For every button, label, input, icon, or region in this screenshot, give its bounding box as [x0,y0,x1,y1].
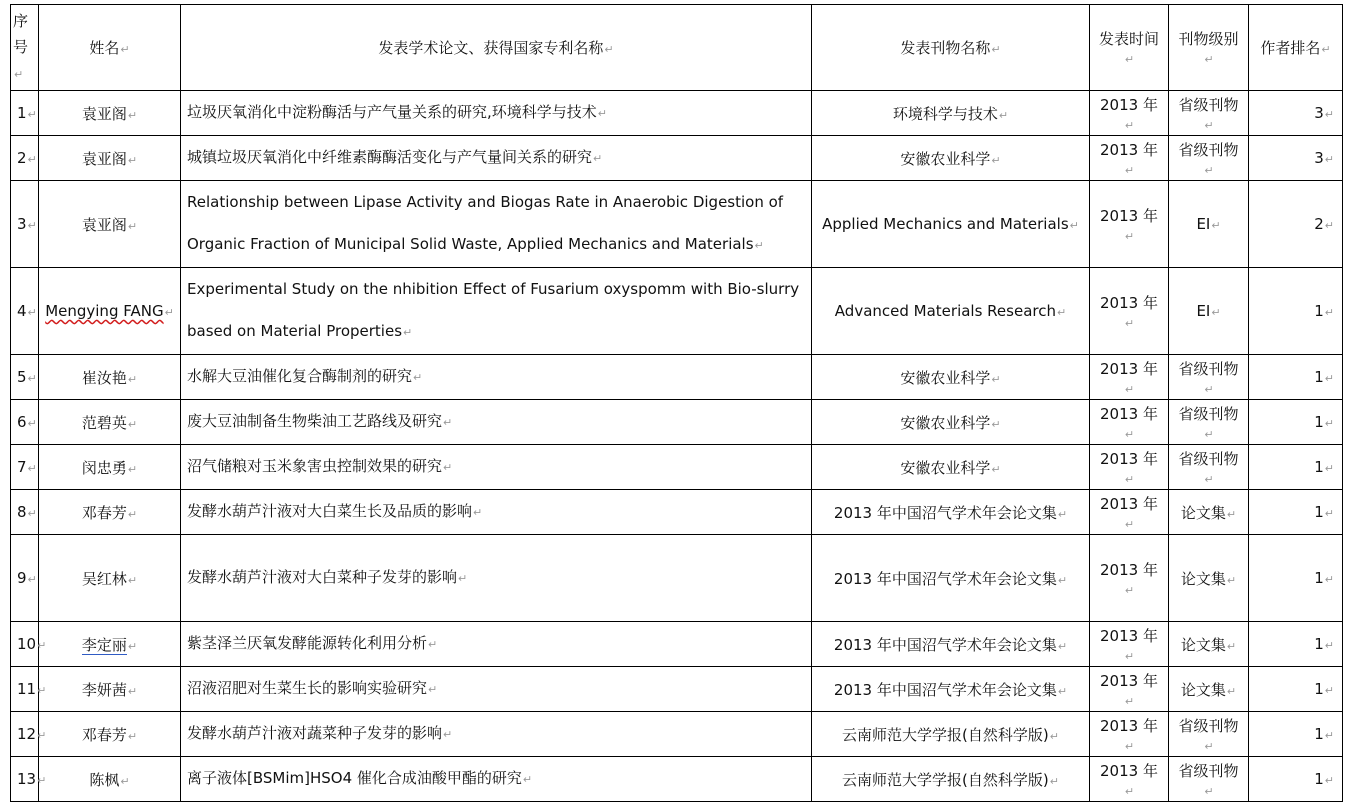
cell-journal: 安徽农业科学↵ [812,355,1090,400]
table-row [11,181,1343,268]
cell-time: 2013 年↵ [1090,268,1169,355]
cell-seq: 9↵ [11,535,39,622]
cell-level: 论文集↵ [1169,622,1249,667]
header-seq: 序 号↵ [11,5,39,91]
cell-level: 省级刊物↵ [1169,445,1249,490]
cell-seq: 8↵ [11,490,39,535]
cell-journal: 环境科学与技术↵ [812,91,1090,136]
cell-title: 离子液体[BSMim]HSO4 催化合成油酸甲酯的研究↵ [181,757,812,802]
cell-seq: 5↵ [11,355,39,400]
cell-level: EI↵ [1169,181,1249,268]
cell-name: 李妍茜↵ [39,667,181,712]
cell-rank: 2↵ [1249,181,1343,268]
cell-seq: 3↵ [11,181,39,268]
cell-level: 省级刊物↵ [1169,136,1249,181]
cell-journal: 安徽农业科学↵ [812,445,1090,490]
cell-title: 发酵水葫芦汁液对大白菜种子发芽的影响↵ [181,535,812,622]
cell-level: 论文集↵ [1169,490,1249,535]
cell-title: 垃圾厌氧消化中淀粉酶活与产气量关系的研究,环境科学与技术↵ [181,91,812,136]
cell-seq: 11↵ [11,667,39,712]
table-row [11,136,1343,181]
cell-time: 2013 年↵ [1090,445,1169,490]
table-row [11,490,1343,535]
header-time: 发表时间↵ [1090,5,1169,91]
table-row [11,667,1343,712]
cell-name: 邓春芳↵ [39,490,181,535]
cell-level: 省级刊物↵ [1169,757,1249,802]
cell-time: 2013 年↵ [1090,490,1169,535]
cell-name: 吴红林↵ [39,535,181,622]
cell-seq: 7↵ [11,445,39,490]
cell-level: 省级刊物↵ [1169,355,1249,400]
cell-rank: 1↵ [1249,400,1343,445]
cell-title: 水解大豆油催化复合酶制剂的研究↵ [181,355,812,400]
header-journal: 发表刊物名称↵ [812,5,1090,91]
publications-table [10,4,1343,802]
cell-title: 沼气储粮对玉米象害虫控制效果的研究↵ [181,445,812,490]
cell-seq: 2↵ [11,136,39,181]
table-body [11,91,1343,802]
cell-rank: 1↵ [1249,268,1343,355]
table-row [11,91,1343,136]
cell-name: Mengying FANG↵ [39,268,181,355]
cell-seq: 6↵ [11,400,39,445]
cell-name: 陈枫↵ [39,757,181,802]
cell-time: 2013 年↵ [1090,355,1169,400]
table-row [11,355,1343,400]
cell-title: 发酵水葫芦汁液对大白菜生长及品质的影响↵ [181,490,812,535]
cell-rank: 1↵ [1249,712,1343,757]
cell-rank: 3↵ [1249,136,1343,181]
header-title: 发表学术论文、获得国家专利名称↵ [181,5,812,91]
cell-time: 2013 年↵ [1090,91,1169,136]
cell-name: 闵忠勇↵ [39,445,181,490]
cell-seq: 10↵ [11,622,39,667]
cell-name: 袁亚阁↵ [39,91,181,136]
cell-name: 崔汝艳↵ [39,355,181,400]
cell-time: 2013 年↵ [1090,667,1169,712]
table-row [11,535,1343,622]
cell-level: 省级刊物↵ [1169,91,1249,136]
cell-title: 沼液沼肥对生菜生长的影响实验研究↵ [181,667,812,712]
cell-seq: 13↵ [11,757,39,802]
header-rank: 作者排名↵ [1249,5,1343,91]
cell-seq: 12↵ [11,712,39,757]
cell-rank: 1↵ [1249,535,1343,622]
cell-level: EI↵ [1169,268,1249,355]
cell-level: 论文集↵ [1169,535,1249,622]
table-row [11,268,1343,355]
table-row [11,757,1343,802]
cell-time: 2013 年↵ [1090,181,1169,268]
table-row [11,445,1343,490]
cell-rank: 1↵ [1249,490,1343,535]
cell-journal: 2013 年中国沼气学术年会论文集↵ [812,667,1090,712]
header-level: 刊物级别↵ [1169,5,1249,91]
cell-title: 紫茎泽兰厌氧发酵能源转化利用分析↵ [181,622,812,667]
cell-seq: 1↵ [11,91,39,136]
cell-time: 2013 年↵ [1090,757,1169,802]
cell-journal: 2013 年中国沼气学术年会论文集↵ [812,622,1090,667]
table-row [11,400,1343,445]
cell-name: 范碧英↵ [39,400,181,445]
cell-journal: 云南师范大学学报(自然科学版)↵ [812,757,1090,802]
cell-title: Relationship between Lipase Activity and Biogas Rate in Anaerobic Digestion of Organic Fraction of Municipal Solid Waste, Applied Mechanics and Materials↵ [181,181,812,268]
cell-time: 2013 年↵ [1090,622,1169,667]
cell-title: 发酵水葫芦汁液对蔬菜种子发芽的影响↵ [181,712,812,757]
cell-time: 2013 年↵ [1090,712,1169,757]
cell-level: 省级刊物↵ [1169,712,1249,757]
table-row [11,622,1343,667]
cell-journal: Applied Mechanics and Materials↵ [812,181,1090,268]
cell-journal: 2013 年中国沼气学术年会论文集↵ [812,535,1090,622]
cell-journal: 安徽农业科学↵ [812,400,1090,445]
cell-title: Experimental Study on the nhibition Effect of Fusarium oxyspomm with Bio-slurry based on Material Properties↵ [181,268,812,355]
cell-seq: 4↵ [11,268,39,355]
cell-rank: 1↵ [1249,667,1343,712]
cell-time: 2013 年↵ [1090,535,1169,622]
cell-level: 论文集↵ [1169,667,1249,712]
cell-journal: 云南师范大学学报(自然科学版)↵ [812,712,1090,757]
cell-name: 李定丽↵ [39,622,181,667]
cell-rank: 1↵ [1249,622,1343,667]
cell-time: 2013 年↵ [1090,136,1169,181]
cell-title: 城镇垃圾厌氧消化中纤维素酶酶活变化与产气量间关系的研究↵ [181,136,812,181]
cell-rank: 3↵ [1249,91,1343,136]
cell-time: 2013 年↵ [1090,400,1169,445]
cell-name: 袁亚阁↵ [39,181,181,268]
cell-rank: 1↵ [1249,757,1343,802]
cell-journal: Advanced Materials Research↵ [812,268,1090,355]
cell-journal: 2013 年中国沼气学术年会论文集↵ [812,490,1090,535]
cell-name: 邓春芳↵ [39,712,181,757]
header-name: 姓名↵ [39,5,181,91]
cell-rank: 1↵ [1249,445,1343,490]
cell-name: 袁亚阁↵ [39,136,181,181]
cell-title: 废大豆油制备生物柴油工艺路线及研究↵ [181,400,812,445]
cell-rank: 1↵ [1249,355,1343,400]
table-row [11,712,1343,757]
cell-journal: 安徽农业科学↵ [812,136,1090,181]
header-row [11,5,1343,91]
cell-level: 省级刊物↵ [1169,400,1249,445]
